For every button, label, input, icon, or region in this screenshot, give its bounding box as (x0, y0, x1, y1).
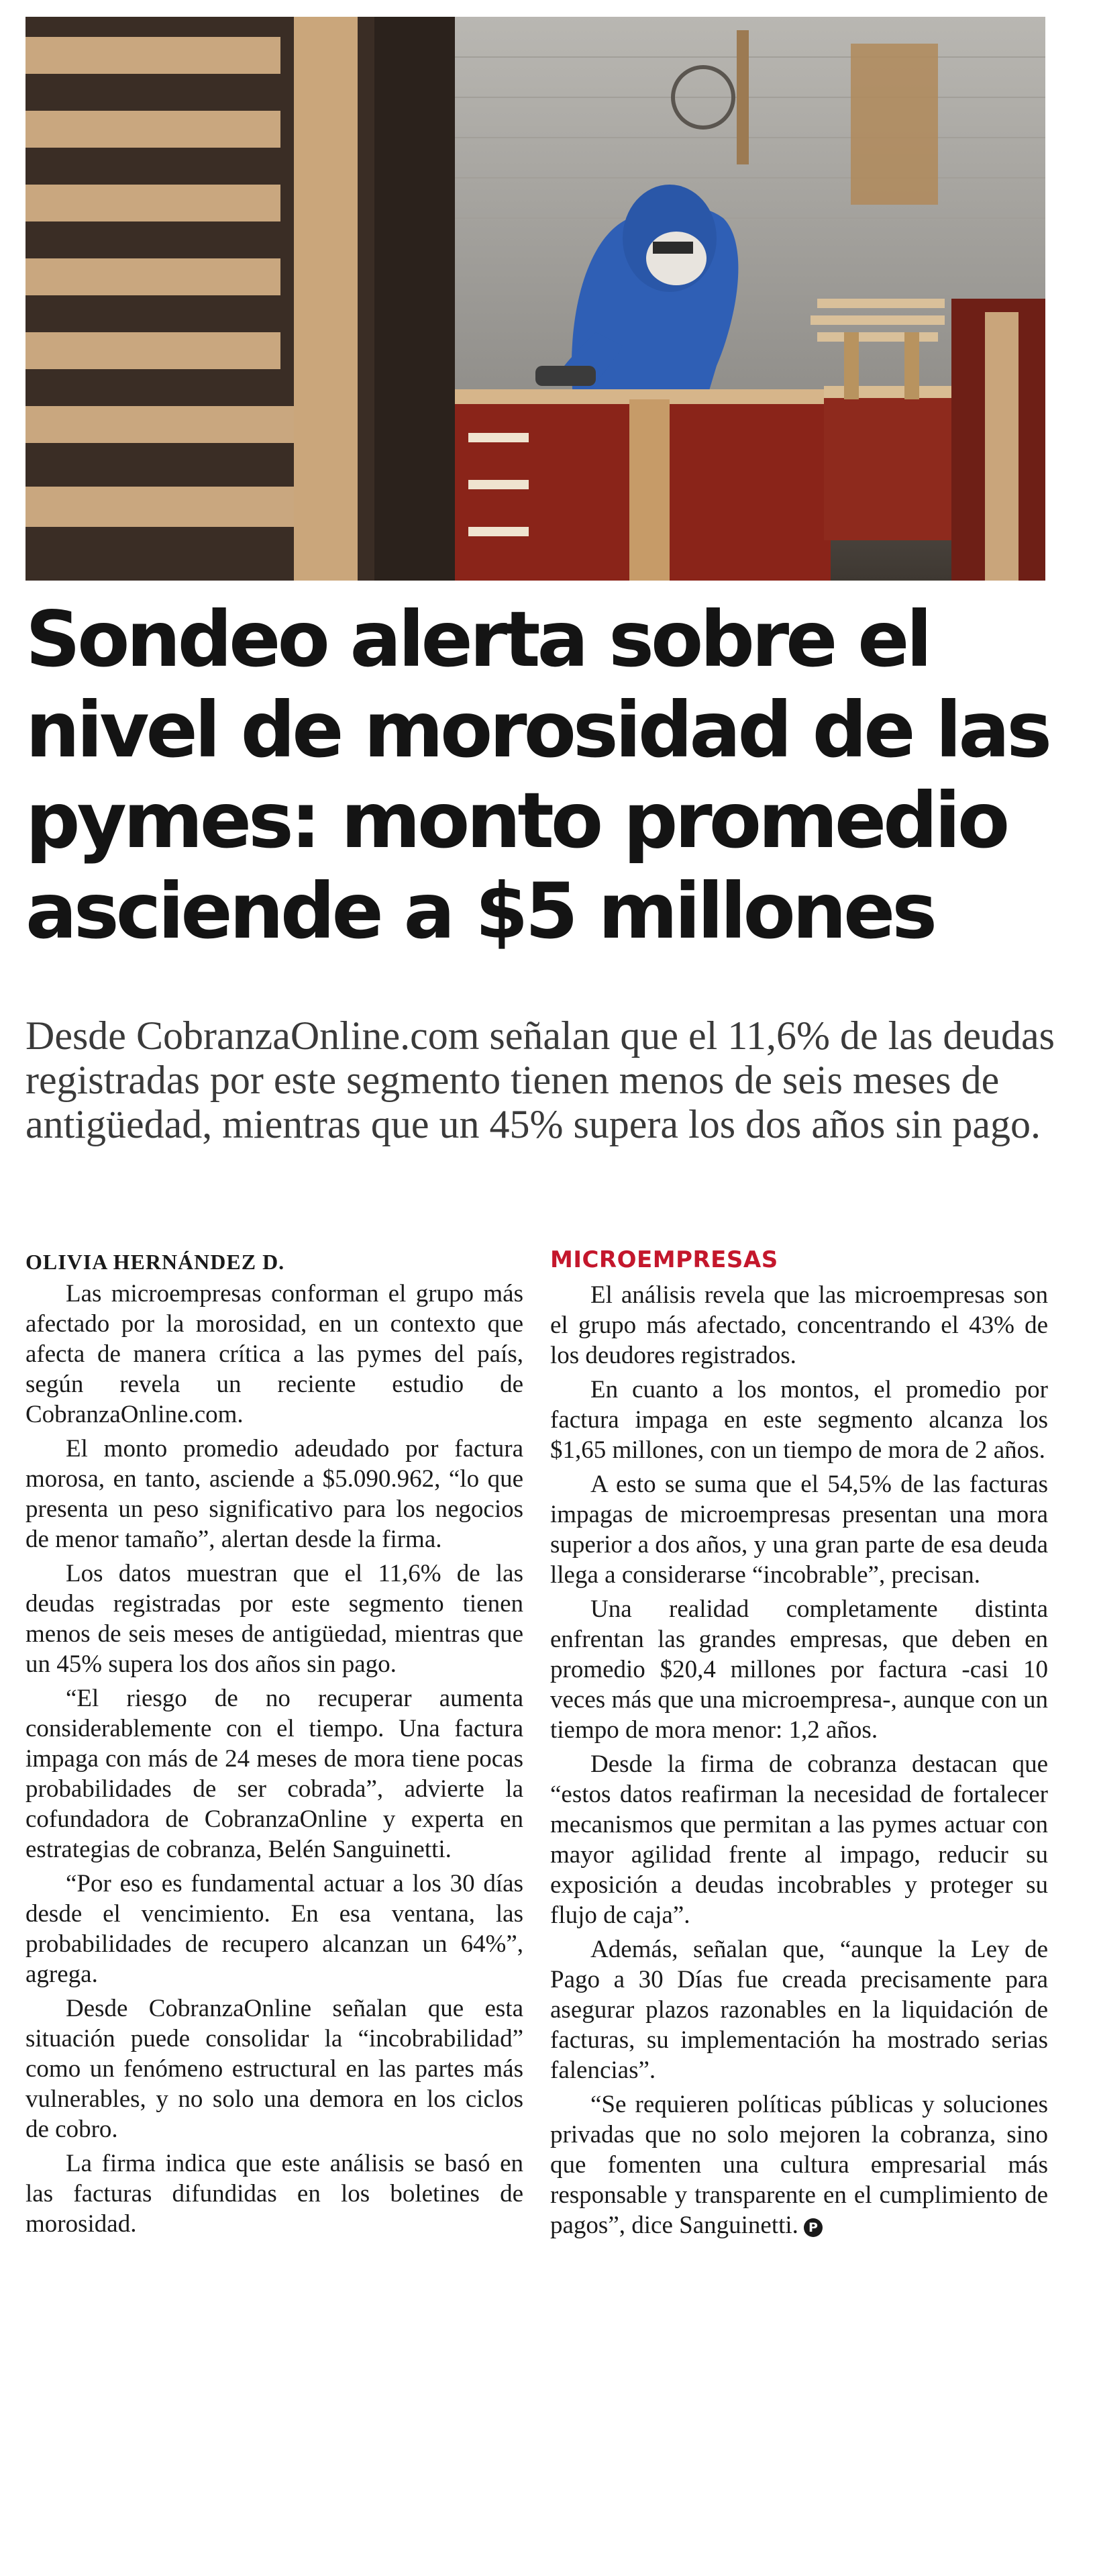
last-paragraph (550, 2089, 1048, 2240)
article-photo (25, 17, 1045, 581)
paragraph: Una realidad completamente distinta enfrentan las grandes empresas, que deben en promedio $20,4 millones por factura -casi 10 veces más que una microempresa-, aunque con un tiempo de mora menor: 1,2 años. (550, 1595, 1048, 1744)
paragraph: A esto se suma que el 54,5% de las facturas impagas de microempresas presentan una mora superior a dos años, y una gran parte de esa deuda llega a considerarse “incobrable”, precisan. (550, 1471, 1048, 1589)
paragraph: “El riesgo de no recuperar aumenta considerablemente con el tiempo. Una factura impaga con más de 24 meses de mora tiene pocas probabilidades de ser cobrada”, advierte la cofundadora de CobranzaOnline y experta en estrategias de cobranza, Belén Sanguinetti. (25, 1685, 523, 1863)
paragraph: La firma indica que este análisis se basó en las facturas difundidas en los boletines de morosidad. (25, 2150, 523, 2238)
headline: Sondeo alerta sobre el nivel de morosidad de las pymes: monto promedio asciende a $5 millones (25, 595, 1049, 956)
paragraph: El monto promedio adeudado por factura morosa, en tanto, asciende a $5.090.962, “lo que presenta un peso significativo para los negocios de menor tamaño”, alertan desde la firma. (25, 1435, 523, 1553)
paragraph: Además, señalan que, “aunque la Ley de Pago a 30 Días fue creada precisamente para asegurar plazos razonables en la liquidación de facturas, su implementación ha mostrado serias falencias”. (550, 1936, 1048, 2084)
left-column (25, 1279, 523, 2243)
section-title: MICROEMPRESAS (550, 1246, 778, 1273)
paragraph: El análisis revela que las microempresas son el grupo más afectado, concentrando el 43% de los deudores registrados. (550, 1281, 1048, 1369)
byline: OLIVIA HERNÁNDEZ D. (25, 1250, 285, 1274)
paragraph: Los datos muestran que el 11,6% de las deudas registradas por este segmento tienen menos de seis meses de antigüedad, mientras que un 45% supera los dos años sin pago. (25, 1560, 523, 1678)
paragraph: “Por eso es fundamental actuar a los 30 días desde el vencimiento. En esa ventana, las probabilidades de recupero alcanzan un 64%”, agrega. (25, 1870, 523, 1988)
subhead: Desde CobranzaOnline.com señalan que el 11,6% de las deudas registradas por este segmento tienen menos de seis meses de antigüedad, mientras que un 45% supera los dos años sin pago. (25, 1013, 1055, 1146)
paragraph-text: “Se requieren políticas públicas y soluciones privadas que no solo mejoren la cobranza, sino que fomenten una cultura empresarial más responsable y transparente en el cumplimiento de pagos”, dice Sanguinetti. (550, 2091, 1048, 2239)
end-mark-icon: P (804, 2218, 823, 2237)
paragraph: En cuanto a los montos, el promedio por factura impaga en este segmento alcanza los $1,65 millones, con un tiempo de mora de 2 años. (550, 1376, 1048, 1464)
paragraph: Desde la firma de cobranza destacan que “estos datos reafirman la necesidad de fortalecer mecanismos que permitan a las pymes actuar con mayor agilidad frente al impago, reducir su exposición a deudas incobrables y proteger su flujo de caja”. (550, 1750, 1048, 1929)
right-column (550, 1245, 1048, 2244)
paragraph: Las microempresas conforman el grupo más afectado por la morosidad, en un contexto que afecta de manera crítica a las pymes del país, según revela un reciente estudio de CobranzaOnline.com. (25, 1280, 523, 1428)
paragraph: Desde CobranzaOnline señalan que esta situación puede consolidar la “incobrabilidad” como un fenómeno estructural en las partes más vulnerables, y no solo una demora en los ciclos de cobro. (25, 1995, 523, 2143)
